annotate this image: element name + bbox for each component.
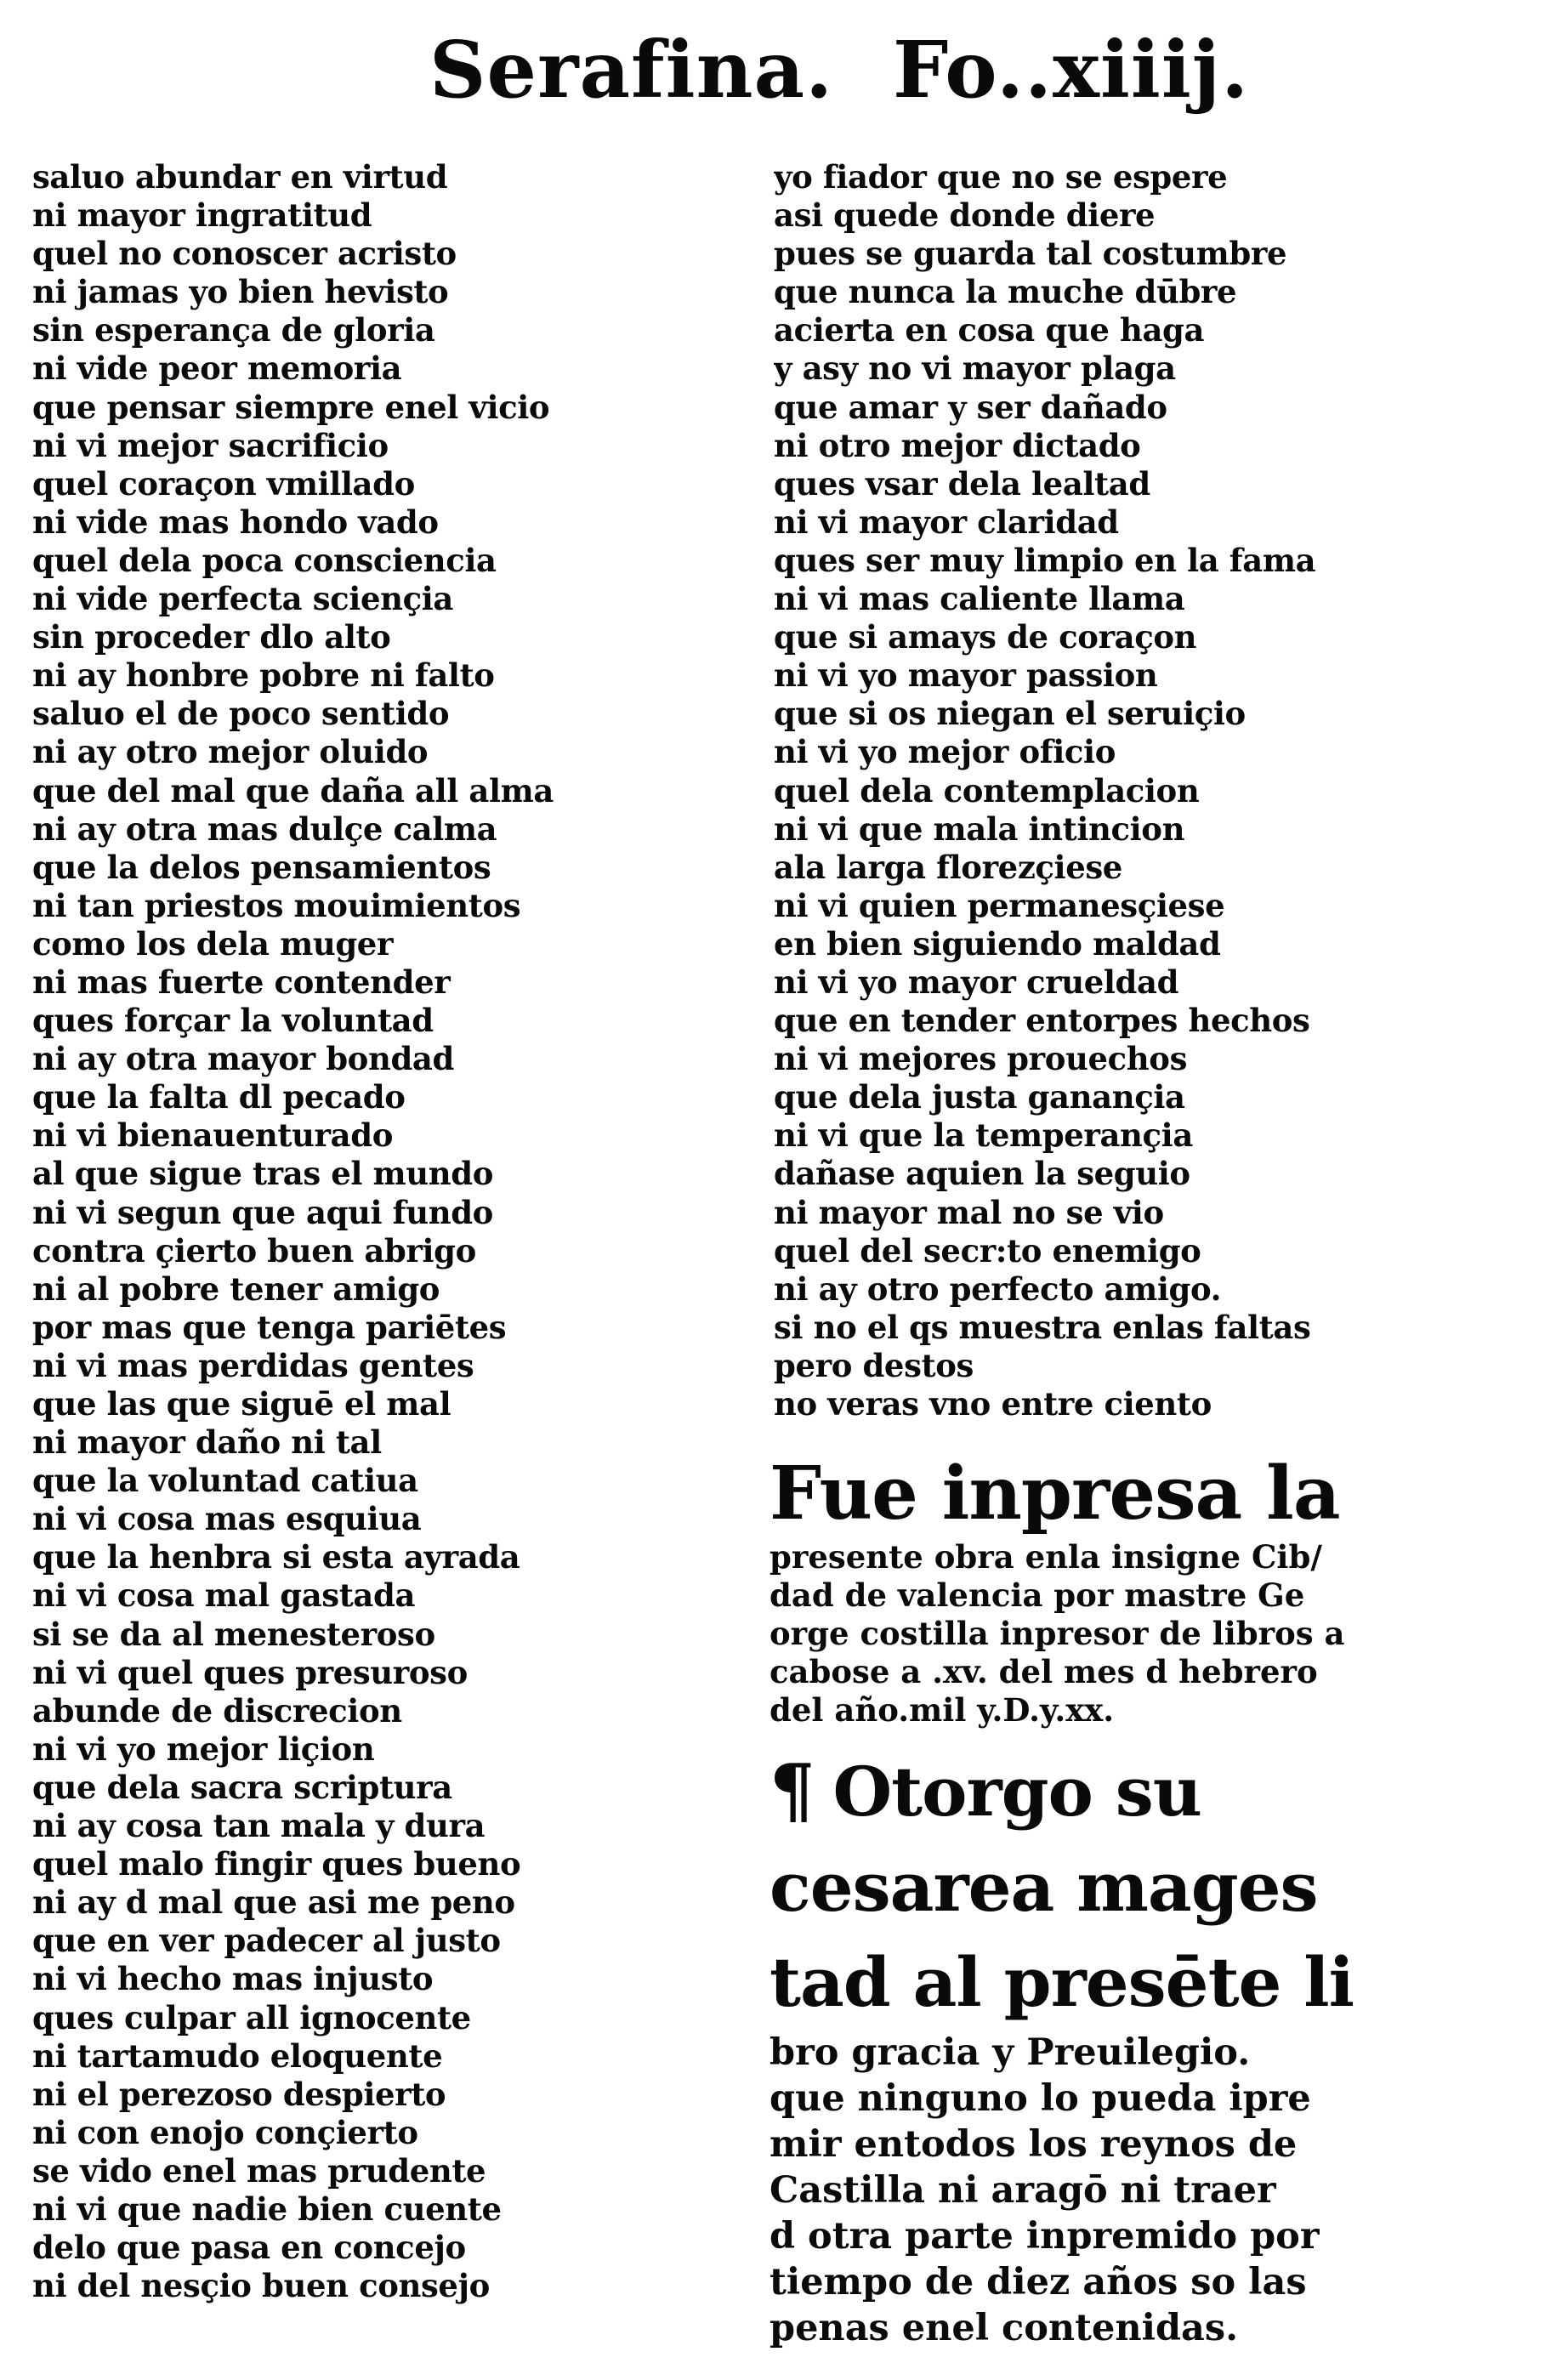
verse-line: ni vi hecho mas injusto: [32, 1960, 434, 1998]
privilege-heading-text: Otorgo su: [832, 1752, 1201, 1832]
verse-line: asi quede donde diere: [774, 196, 1156, 235]
verse-line: en bien siguiendo maldad: [774, 924, 1221, 963]
verse-line: que la falta dl pecado: [32, 1078, 406, 1116]
verse-line: que del mal que daña all alma: [32, 771, 554, 809]
colophon-line: presente obra enla insigne Cib/: [769, 1538, 1322, 1576]
verse-line: ni tan priestos mouimientos: [32, 886, 521, 924]
verse-line: ni el perezoso despierto: [32, 2075, 446, 2113]
verse-line: saluo el de poco sentido: [32, 695, 450, 733]
colophon-headline: Fue inpresa la: [769, 1451, 1340, 1536]
privilege-line: d otra parte inpremido por: [769, 2215, 1320, 2258]
verse-line: que pensar siempre enel vicio: [32, 388, 550, 426]
verse-line: que la delos pensamientos: [32, 848, 491, 886]
colophon-line: del año.mil y.D.y.xx.: [769, 1691, 1115, 1729]
verse-line: ni mayor ingratitud: [32, 196, 372, 235]
verse-line: ni ay otro mejor oluido: [32, 733, 429, 771]
verse-line: ni vi bienauenturado: [32, 1116, 393, 1155]
privilege-line: penas enel contenidas.: [769, 2307, 1239, 2349]
verse-line: delo que pasa en concejo: [32, 2229, 466, 2267]
verse-line: ni vi mas perdidas gentes: [32, 1346, 474, 1384]
verse-line: ni del nesçio buen consejo: [32, 2267, 490, 2305]
folio-number: Fo..xiiij.: [893, 24, 1250, 116]
verse-line: saluo abundar en virtud: [32, 158, 448, 196]
verse-line: ni vi quel ques presuroso: [32, 1653, 468, 1691]
verse-line: quel malo fingir ques bueno: [32, 1845, 521, 1883]
verse-line: acierta en cosa que haga: [774, 311, 1205, 349]
verse-line: por mas que tenga pariētes: [32, 1308, 507, 1346]
verse-line: ni con enojo conçierto: [32, 2113, 418, 2151]
running-title: Serafina.: [429, 24, 834, 116]
verse-line: sin proceder dlo alto: [32, 618, 391, 656]
verse-line: pues se guarda tal costumbre: [774, 235, 1287, 273]
verse-line: ni vi quien permanesçiese: [774, 886, 1225, 924]
verse-line: que en ver padecer al justo: [32, 1922, 501, 1960]
verse-line: ni vi segun que aqui fundo: [32, 1193, 493, 1231]
verse-line: quel no conoscer acristo: [32, 235, 457, 273]
verse-line: ni vi cosa mas esquiua: [32, 1500, 422, 1538]
verse-line: ni mayor daño ni tal: [32, 1423, 382, 1462]
verse-line: ni vi que la temperançia: [774, 1116, 1193, 1155]
privilege-line: Castilla ni aragō ni traer: [769, 2169, 1276, 2212]
verse-line: al que sigue tras el mundo: [32, 1155, 494, 1193]
verse-line: ques vsar dela lealtad: [774, 464, 1150, 503]
privilege-line: bro gracia y Preuilegio.: [769, 2031, 1251, 2074]
royal-privilege: [769, 1743, 1522, 2351]
verse-line: contra çierto buen abrigo: [32, 1231, 476, 1270]
verse-line: ques ser muy limpio en la fama: [774, 541, 1316, 579]
privilege-heading-line: tad al presēte li: [769, 1942, 1354, 2022]
verse-line: ni ay otra mayor bondad: [32, 1040, 454, 1078]
verse-line: ni vide peor memoria: [32, 349, 402, 388]
colophon: [769, 1450, 1522, 1730]
privilege-line: tiempo de diez años so las: [769, 2261, 1307, 2303]
verse-line: ni vide perfecta sciençia: [32, 580, 453, 618]
privilege-line: mir entodos los reynos de: [769, 2123, 1298, 2166]
page-header: [0, 24, 1556, 126]
verse-line: quel dela contemplacion: [774, 771, 1200, 809]
verse-line: ni vi mejores prouechos: [774, 1040, 1188, 1078]
verse-line: abunde de discrecion: [32, 1691, 402, 1730]
verse-line: ni mas fuerte contender: [32, 963, 451, 1001]
verse-line: ni vi yo mayor crueldad: [774, 963, 1179, 1001]
verse-line: no veras vno entre ciento: [774, 1385, 1212, 1423]
verse-line: dañase aquien la seguio: [774, 1155, 1190, 1193]
verse-line: ques forçar la voluntad: [32, 1002, 434, 1040]
verse-line: quel del secr:to enemigo: [774, 1231, 1201, 1270]
verse-line: quel dela poca consciencia: [32, 541, 497, 579]
colophon-line: cabose a .xv. del mes d hebrero: [769, 1653, 1318, 1690]
verse-line: que si os niegan el seruiçio: [774, 695, 1246, 733]
verse-column-right: [774, 158, 1522, 1423]
verse-line: ni vide mas hondo vado: [32, 503, 439, 541]
verse-line: pero destos: [774, 1346, 974, 1384]
privilege-line: que ninguno lo pueda ipre: [769, 2077, 1311, 2120]
verse-line: ni ay cosa tan mala y dura: [32, 1807, 486, 1845]
verse-line: se vido enel mas prudente: [32, 2151, 486, 2190]
verse-line: ni tartamudo eloquente: [32, 2036, 443, 2075]
verse-line: ni ay honbre pobre ni falto: [32, 656, 495, 695]
verse-line: si no el qs muestra enlas faltas: [774, 1308, 1311, 1346]
verse-line: que la voluntad catiua: [32, 1462, 418, 1500]
verse-line: ni ay otra mas dulçe calma: [32, 809, 497, 848]
verse-line: si se da al menesteroso: [32, 1615, 435, 1653]
verse-line: ni ay d mal que asi me peno: [32, 1883, 515, 1922]
verse-line: ni jamas yo bien hevisto: [32, 273, 449, 311]
verse-line: sin esperança de gloria: [32, 311, 435, 349]
verse-line: ni vi mayor claridad: [774, 503, 1119, 541]
verse-line: ni vi yo mejor oficio: [774, 733, 1116, 771]
verse-line: ni vi yo mejor liçion: [32, 1730, 375, 1768]
verse-line: ques culpar all ignocente: [32, 1998, 471, 2036]
verse-line: que amar y ser dañado: [774, 388, 1167, 426]
verse-line: ni vi cosa mal gastada: [32, 1576, 416, 1615]
verse-line: ni al pobre tener amigo: [32, 1270, 440, 1308]
verse-line: que nunca la muche dūbre: [774, 273, 1237, 311]
colophon-line: dad de valencia por mastre Ge: [769, 1576, 1305, 1614]
verse-line: que las que siguē el mal: [32, 1385, 451, 1423]
pilcrow-icon: ¶: [769, 1748, 815, 1832]
verse-column-left: [32, 158, 764, 2305]
verse-line: ni otro mejor dictado: [774, 426, 1141, 464]
verse-line: ni vi que nadie bien cuente: [32, 2190, 502, 2228]
colophon-line: orge costilla inpresor de libros a: [769, 1615, 1345, 1652]
privilege-heading-line: [769, 1743, 1522, 1839]
privilege-heading-line: cesarea mages: [769, 1847, 1318, 1927]
verse-line: que dela sacra scriptura: [32, 1768, 452, 1806]
verse-line: ni ay otro perfecto amigo.: [774, 1270, 1222, 1308]
verse-line: ni vi yo mayor passion: [774, 656, 1158, 695]
verse-line: ni vi mejor sacrificio: [32, 426, 389, 464]
verse-line: ni vi que mala intincion: [774, 809, 1185, 848]
verse-line: y asy no vi mayor plaga: [774, 349, 1176, 388]
verse-line: que la henbra si esta ayrada: [32, 1538, 520, 1576]
verse-line: que en tender entorpes hechos: [774, 1002, 1310, 1040]
verse-line: ni vi mas caliente llama: [774, 580, 1185, 618]
verse-line: que dela justa ganançia: [774, 1078, 1185, 1116]
verse-line: quel coraçon vmillado: [32, 464, 415, 503]
verse-line: como los dela muger: [32, 924, 394, 963]
verse-line: ala larga florezçiese: [774, 848, 1122, 886]
verse-line: yo fiador que no se espere: [774, 158, 1228, 196]
verse-line: ni mayor mal no se vio: [774, 1193, 1164, 1231]
verse-line: que si amays de coraçon: [774, 618, 1197, 656]
